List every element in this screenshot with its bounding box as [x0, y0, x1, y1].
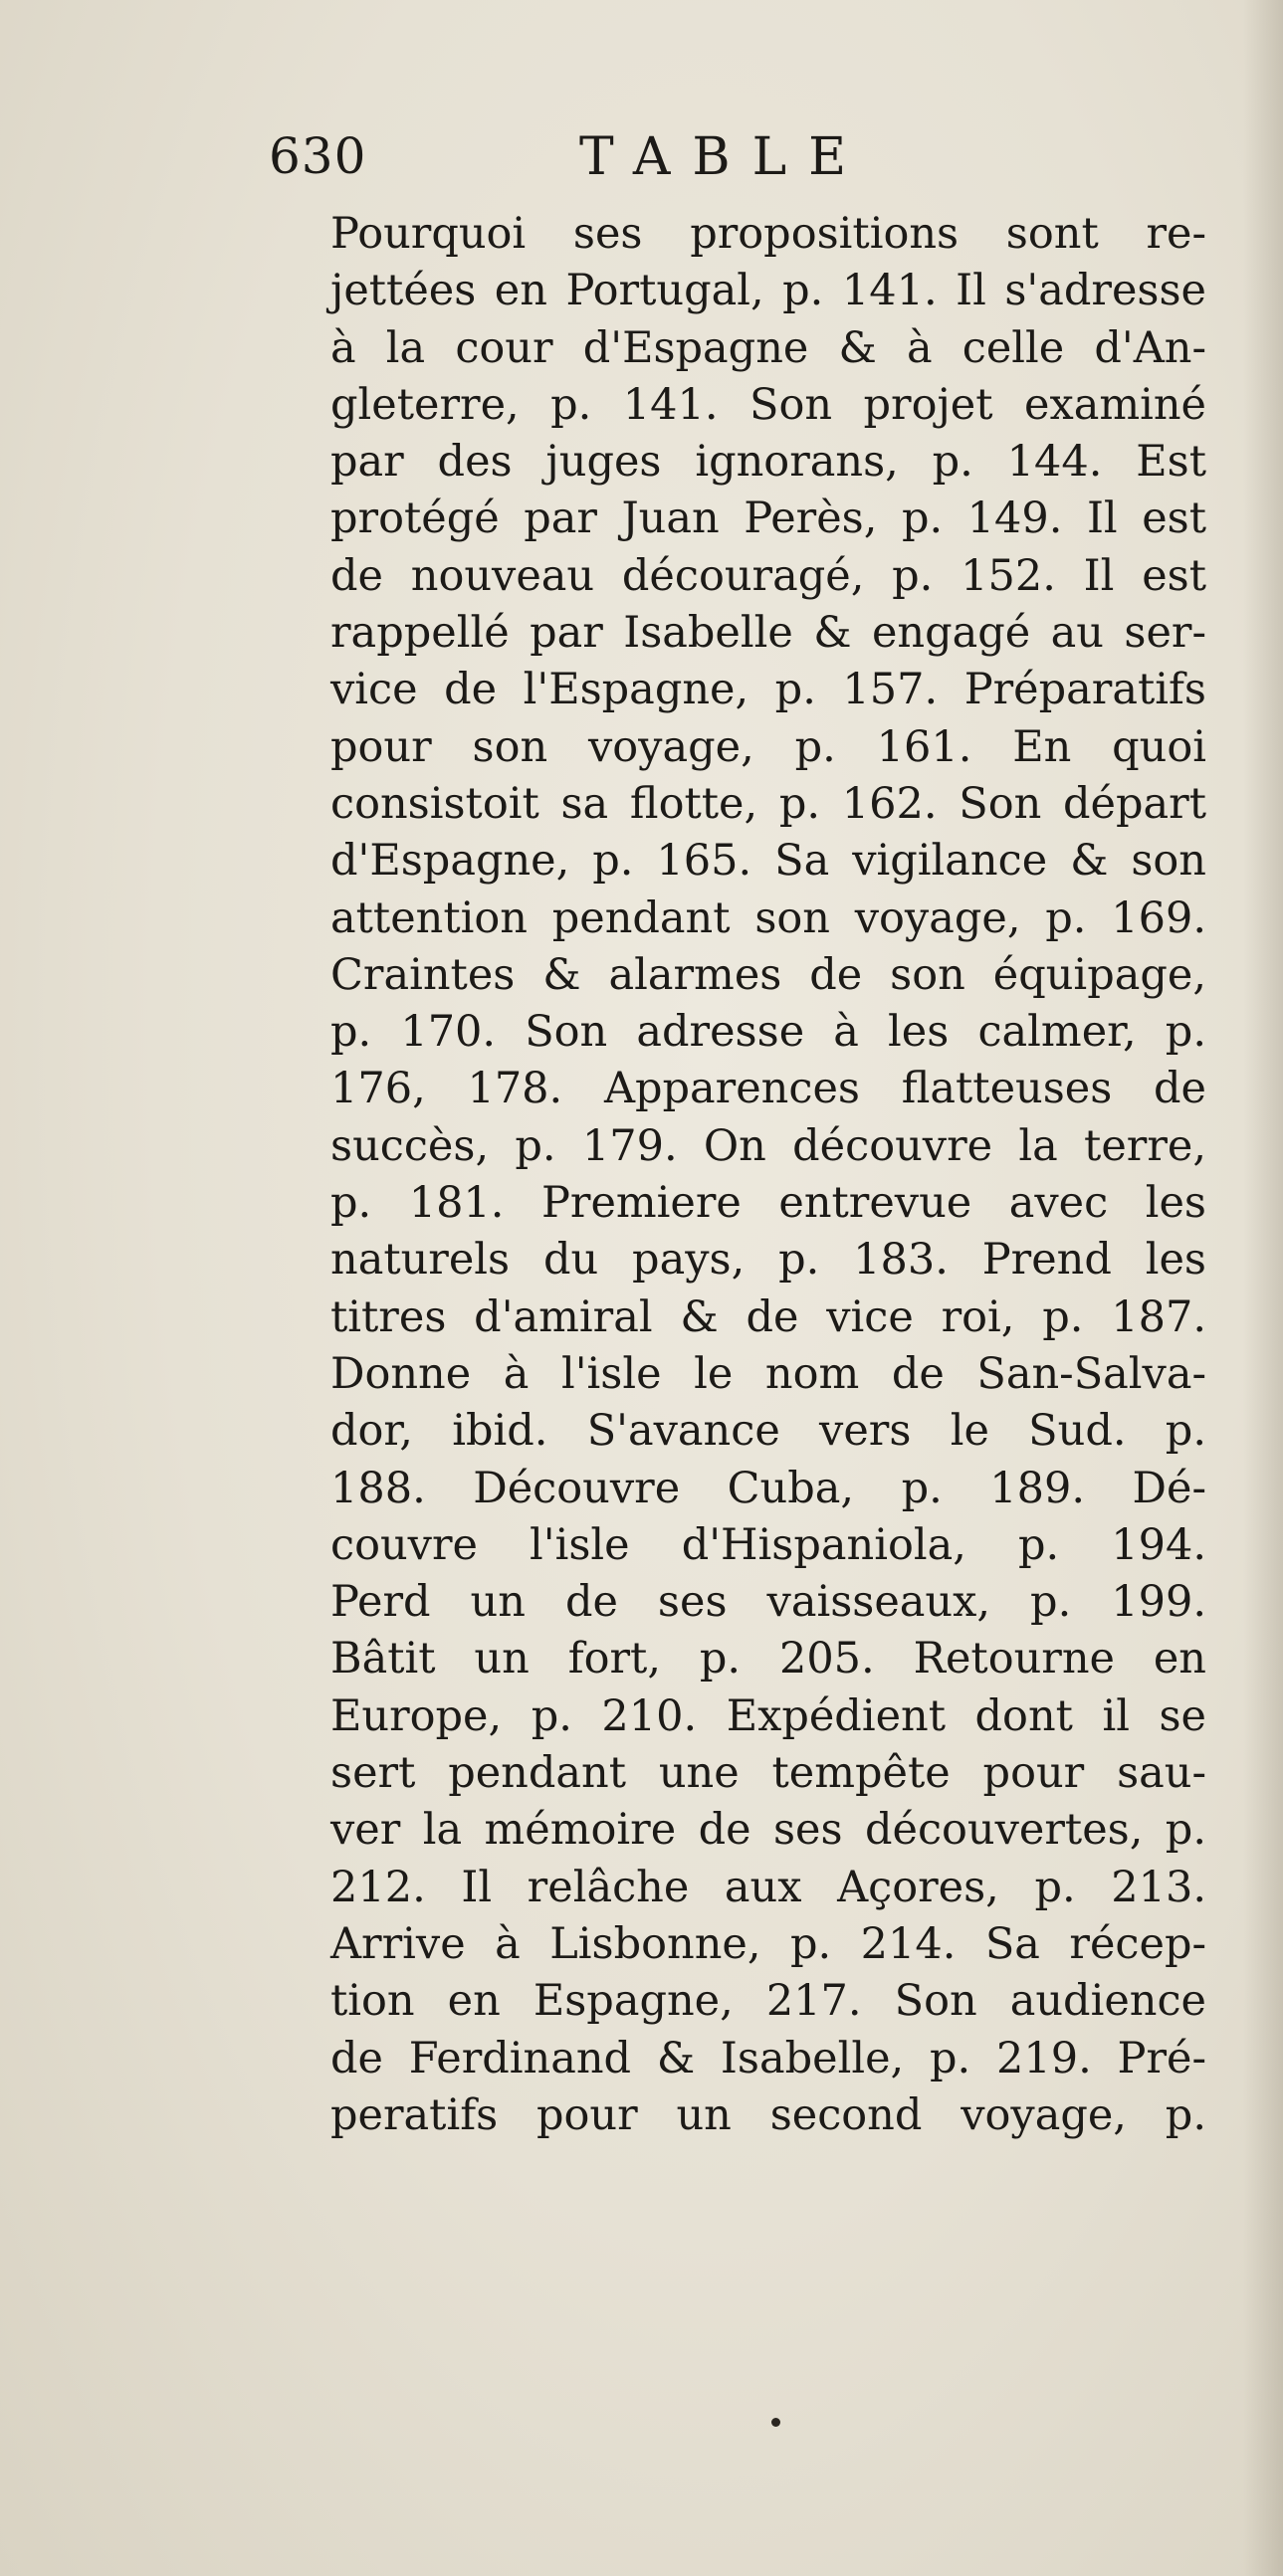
text-line: titres d'amiral & de vice roi, p. 187. — [330, 1291, 1206, 1342]
page-header — [269, 127, 965, 207]
page-number: 630 — [269, 127, 367, 185]
text-line: couvre l'isle d'Hispaniola, p. 194. — [330, 1519, 1206, 1570]
text-line: par des juges ignorans, p. 144. Est — [330, 437, 1206, 488]
text-line: à la cour d'Espagne & à celle d'An- — [330, 322, 1206, 373]
text-line: protégé par Juan Perès, p. 149. Il est — [330, 494, 1206, 544]
text-line: sert pendant une tempête pour sau- — [330, 1748, 1206, 1799]
text-line: rappellé par Isabelle & engagé au ser- — [330, 608, 1206, 659]
text-line: pour son voyage, p. 161. En quoi — [330, 721, 1206, 772]
ink-speck — [771, 2418, 780, 2427]
text-line: naturels du pays, p. 183. Prend les — [330, 1235, 1206, 1286]
text-line: 212. Il relâche aux Açores, p. 213. — [330, 1862, 1206, 1912]
text-line: jettées en Portugal, p. 141. Il s'adresse — [330, 266, 1206, 316]
text-line: tion en Espagne, 217. Son audience — [330, 1976, 1206, 2027]
text-line: de nouveau découragé, p. 152. Il est — [330, 550, 1206, 601]
text-line: Europe, p. 210. Expédient dont il se — [330, 1690, 1206, 1741]
text-line: Donne à l'isle le nom de San-Salva- — [330, 1348, 1206, 1399]
index-entry-text — [330, 206, 1206, 2144]
text-line: d'Espagne, p. 165. Sa vigilance & son — [330, 836, 1206, 887]
text-line: Bâtit un fort, p. 205. Retourne en — [330, 1634, 1206, 1684]
text-line: Craintes & alarmes de son équipage, — [330, 949, 1206, 1000]
text-line: attention pendant son voyage, p. 169. — [330, 892, 1206, 943]
text-line: consistoit sa flotte, p. 162. Son départ — [330, 778, 1206, 829]
text-line: p. 170. Son adresse à les calmer, p. — [330, 1007, 1206, 1058]
text-line: 188. Découvre Cuba, p. 189. Dé- — [330, 1463, 1206, 1513]
text-line: ver la mémoire de ses découvertes, p. — [330, 1805, 1206, 1856]
page-edge-shadow — [1243, 0, 1283, 2576]
text-line: gleterre, p. 141. Son projet examiné — [330, 379, 1206, 430]
text-line: Perd un de ses vaisseaux, p. 199. — [330, 1577, 1206, 1628]
text-line: p. 181. Premiere entrevue avec les — [330, 1178, 1206, 1229]
text-line: Pourquoi ses propositions sont re- — [330, 209, 1206, 259]
text-line: dor, ibid. S'avance vers le Sud. p. — [330, 1406, 1206, 1457]
text-line: Arrive à Lisbonne, p. 214. Sa récep- — [330, 1918, 1206, 1969]
text-line: peratifs pour un second voyage, p. — [330, 2089, 1206, 2140]
text-line: succès, p. 179. On découvre la terre, — [330, 1120, 1206, 1171]
text-line: 176, 178. Apparences flatteuses de — [330, 1064, 1206, 1114]
text-line: vice de l'Espagne, p. 157. Préparatifs — [330, 665, 1206, 715]
running-title: TABLE — [579, 127, 869, 187]
text-line: de Ferdinand & Isabelle, p. 219. Pré- — [330, 2033, 1206, 2083]
